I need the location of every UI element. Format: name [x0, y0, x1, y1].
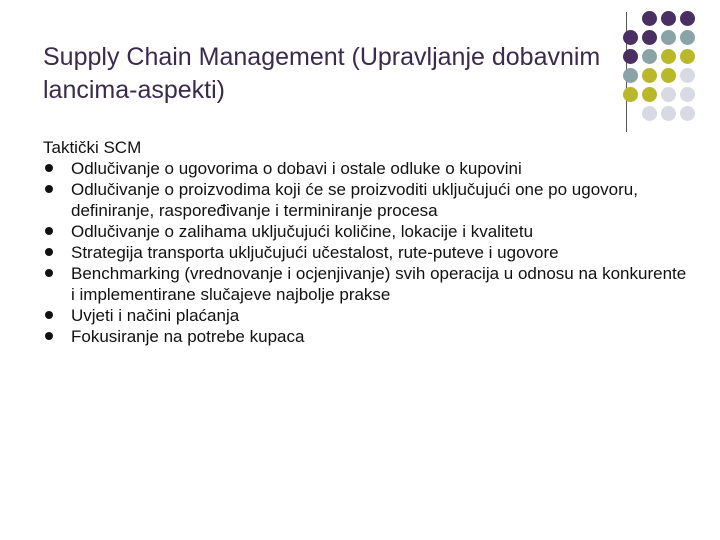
- decorative-dot: [680, 106, 695, 121]
- decorative-dot: [680, 11, 695, 26]
- bullet-item: [43, 158, 693, 179]
- bullet-dot-icon: [45, 185, 53, 193]
- decorative-dot: [623, 30, 638, 45]
- decorative-dot: [661, 106, 676, 121]
- decorative-dot: [623, 87, 638, 102]
- decorative-dot: [642, 30, 657, 45]
- decorative-dot: [661, 87, 676, 102]
- bullet-item: [43, 221, 693, 242]
- decorative-dot: [642, 68, 657, 83]
- bullet-dot-icon: [45, 332, 53, 340]
- bullet-text: Odlučivanje o ugovorima o dobavi i ostale odluke o kupovini: [71, 159, 522, 178]
- section-heading: Taktički SCM: [43, 138, 142, 157]
- bullet-text: Fokusiranje na potrebe kupaca: [71, 327, 305, 346]
- decorative-dot: [642, 49, 657, 64]
- bullet-item: [43, 305, 693, 326]
- bullet-list: [43, 158, 693, 347]
- bullet-dot-icon: [45, 227, 53, 235]
- slide-body: [43, 137, 693, 347]
- decorative-dot: [623, 68, 638, 83]
- bullet-dot-icon: [45, 248, 53, 256]
- decorative-dot: [642, 87, 657, 102]
- decorative-dot: [642, 106, 657, 121]
- decorative-dot: [623, 49, 638, 64]
- decorative-dot: [661, 68, 676, 83]
- decorative-dot: [680, 68, 695, 83]
- bullet-item: [43, 263, 693, 305]
- bullet-text: Odlučivanje o proizvodima koji će se proizvoditi uključujući one po ugovoru, definiranje, raspoređivanje i terminiranje procesa: [71, 180, 638, 220]
- bullet-text: Strategija transporta uključujući učestalost, rute-puteve i ugovore: [71, 243, 559, 262]
- bullet-text: Benchmarking (vrednovanje i ocjenjivanje) svih operacija u odnosu na konkurente i implementirane slučajeve najbolje prakse: [71, 264, 687, 304]
- bullet-dot-icon: [45, 311, 53, 319]
- decorative-dot: [661, 49, 676, 64]
- decorative-dot: [680, 30, 695, 45]
- bullet-item: [43, 179, 693, 221]
- decorative-dot-grid: [0, 0, 720, 150]
- decorative-dot: [642, 11, 657, 26]
- decorative-dot: [680, 49, 695, 64]
- slide-title: Supply Chain Management (Upravljanje dobavnim lancima-aspekti): [43, 43, 601, 104]
- decorative-dot: [680, 87, 695, 102]
- bullet-item: [43, 326, 693, 347]
- bullet-text: Odlučivanje o zalihama uključujući količine, lokacije i kvalitetu: [71, 222, 534, 241]
- bullet-text: Uvjeti i načini plaćanja: [71, 306, 240, 325]
- bullet-item: [43, 242, 693, 263]
- bullet-dot-icon: [45, 164, 53, 172]
- decorative-dot: [661, 30, 676, 45]
- bullet-dot-icon: [45, 269, 53, 277]
- decorative-dot: [661, 11, 676, 26]
